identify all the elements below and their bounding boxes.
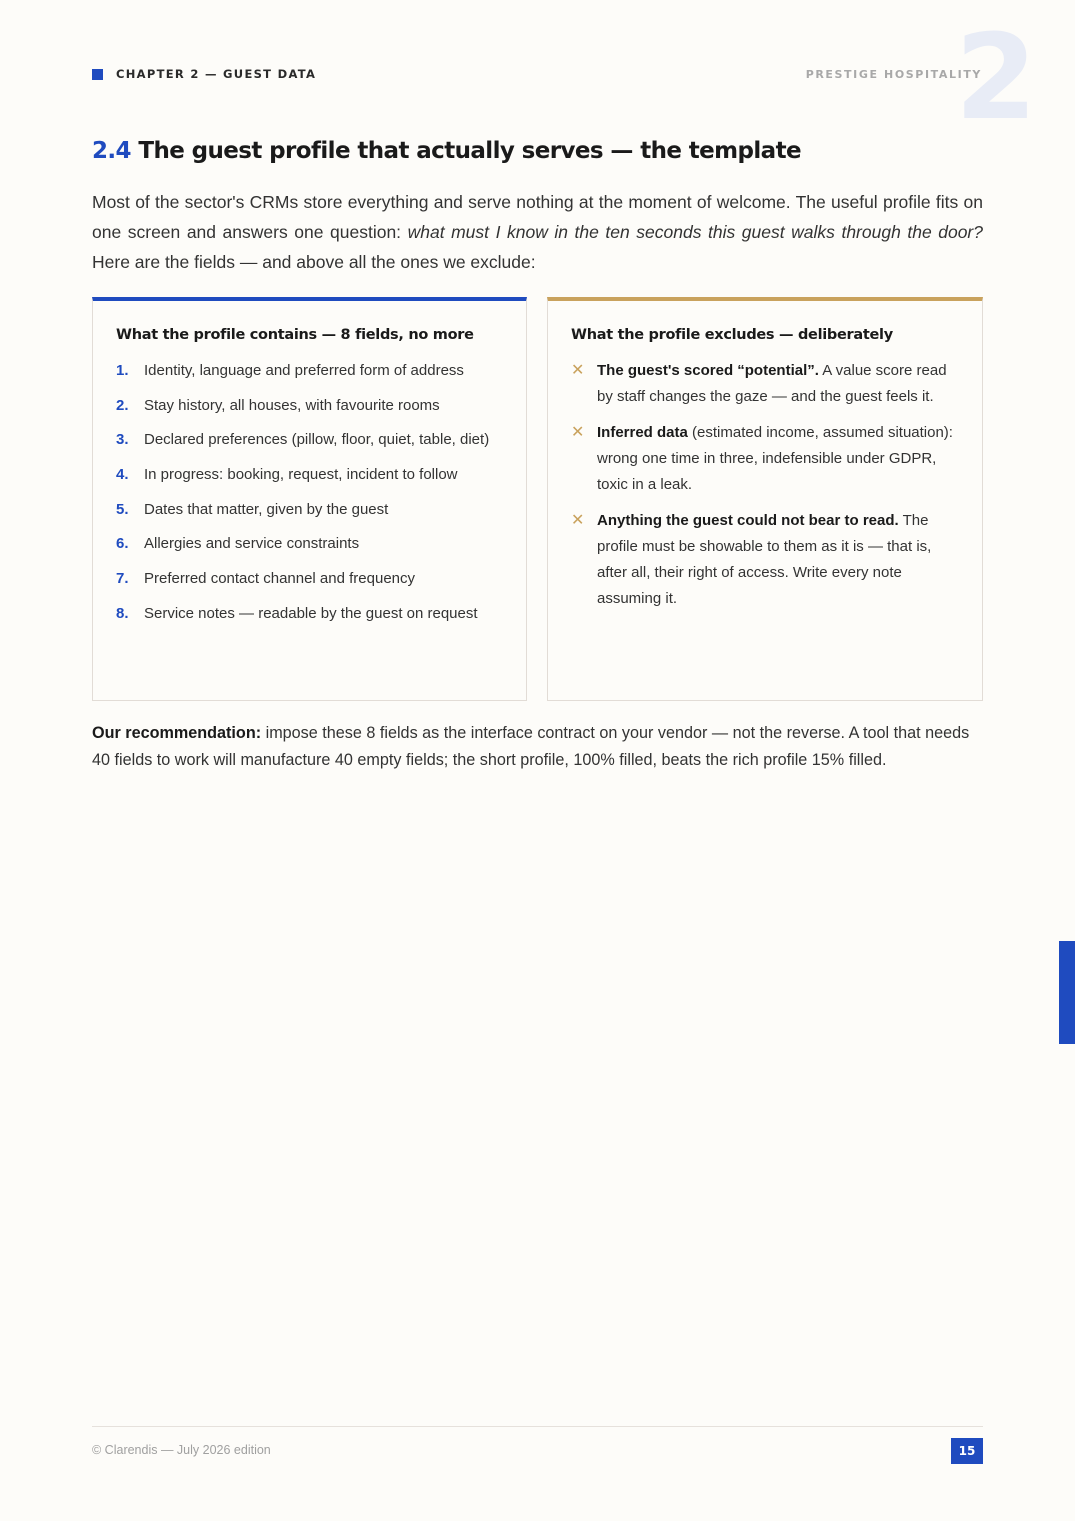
item-text: Allergies and service constraints [144, 535, 360, 553]
item-number: 7. [116, 570, 129, 588]
section-title [92, 138, 801, 164]
section-number: 2.4 [92, 138, 131, 164]
item-text: Service notes — readable by the guest on request [144, 604, 478, 622]
item-text [597, 508, 963, 612]
item-text: Declared preferences (pillow, floor, quiet, table, diet) [144, 431, 490, 449]
item-rest: (estimated income, assumed situation): wrong one time in three, indefensible under GDPR, toxic in a leak. [597, 424, 953, 493]
cross-icon: ✕ [571, 424, 585, 441]
item-number: 5. [116, 500, 129, 518]
list-item [571, 358, 963, 410]
footer-copyright: © Clarendis — July 2026 edition [92, 1443, 271, 1457]
profile-contains-box [92, 297, 527, 701]
list-item [116, 566, 511, 592]
list-item [116, 531, 511, 557]
intro-text-2: Here are the fields — and above all the ones we exclude: [92, 252, 536, 272]
item-text: Identity, language and preferred form of address [144, 362, 464, 379]
contains-list [116, 358, 511, 636]
recommendation-text: impose these 8 fields as the interface contract on your vendor — not the reverse. A tool that needs 40 fields to work will manufacture 40 empty fields; the short profile, 100% filled, beats the rich profile 15% filled. [92, 724, 970, 769]
list-item [116, 393, 511, 419]
list-item [116, 462, 511, 488]
intro-text-1: Most of the sector's CRMs store everything and serve nothing at the moment of welcome. The useful profile fits on one screen and answers one question: [92, 192, 983, 242]
item-bold: The guest's scored “potential”. [597, 362, 819, 379]
page-number: 15 [951, 1438, 983, 1464]
chapter-label: CHAPTER 2 — GUEST DATA [116, 67, 317, 81]
excludes-list [571, 358, 963, 622]
item-text [597, 358, 963, 410]
footer-divider [92, 1426, 983, 1427]
chapter-side-tab [1059, 941, 1075, 1044]
item-rest: A value score read by staff changes the gaze — and the guest feels it. [597, 362, 947, 405]
item-number: 3. [116, 431, 129, 449]
item-text: In progress: booking, request, incident to follow [144, 466, 458, 484]
item-number: 2. [116, 396, 129, 414]
chapter-number-watermark: 2 [955, 8, 1038, 146]
item-text: Preferred contact channel and frequency [144, 570, 416, 588]
item-rest: The profile must be showable to them as it is — that is, after all, their right of access. Write every note assuming it. [597, 512, 932, 607]
list-item [116, 358, 511, 384]
profile-excludes-box [547, 297, 983, 701]
intro-paragraph [92, 187, 983, 277]
item-number: 1. [116, 362, 129, 379]
chapter-header [92, 67, 316, 81]
recommendation-label: Our recommendation: [92, 724, 262, 742]
recommendation-paragraph [92, 720, 983, 774]
list-item [116, 601, 511, 627]
item-number: 4. [116, 466, 129, 484]
excludes-heading: What the profile excludes — deliberately [571, 327, 893, 343]
brand-label: PRESTIGE HOSPITALITY [805, 68, 982, 81]
list-item [116, 427, 511, 453]
intro-question: what must I know in the ten seconds this guest walks through the door? [407, 222, 983, 242]
section-title-text: The guest profile that actually serves — the template [138, 138, 801, 164]
item-text: Dates that matter, given by the guest [144, 500, 389, 518]
list-item [571, 508, 963, 612]
list-item [116, 497, 511, 523]
cross-icon: ✕ [571, 512, 585, 529]
chapter-marker-icon [92, 69, 103, 80]
item-text: Stay history, all houses, with favourite rooms [144, 396, 440, 414]
contains-heading: What the profile contains — 8 fields, no more [116, 327, 474, 343]
item-number: 6. [116, 535, 129, 553]
item-bold: Anything the guest could not bear to read. [597, 512, 899, 529]
cross-icon: ✕ [571, 362, 585, 379]
item-number: 8. [116, 604, 129, 622]
item-text [597, 420, 963, 498]
list-item [571, 420, 963, 498]
item-bold: Inferred data [597, 424, 688, 441]
